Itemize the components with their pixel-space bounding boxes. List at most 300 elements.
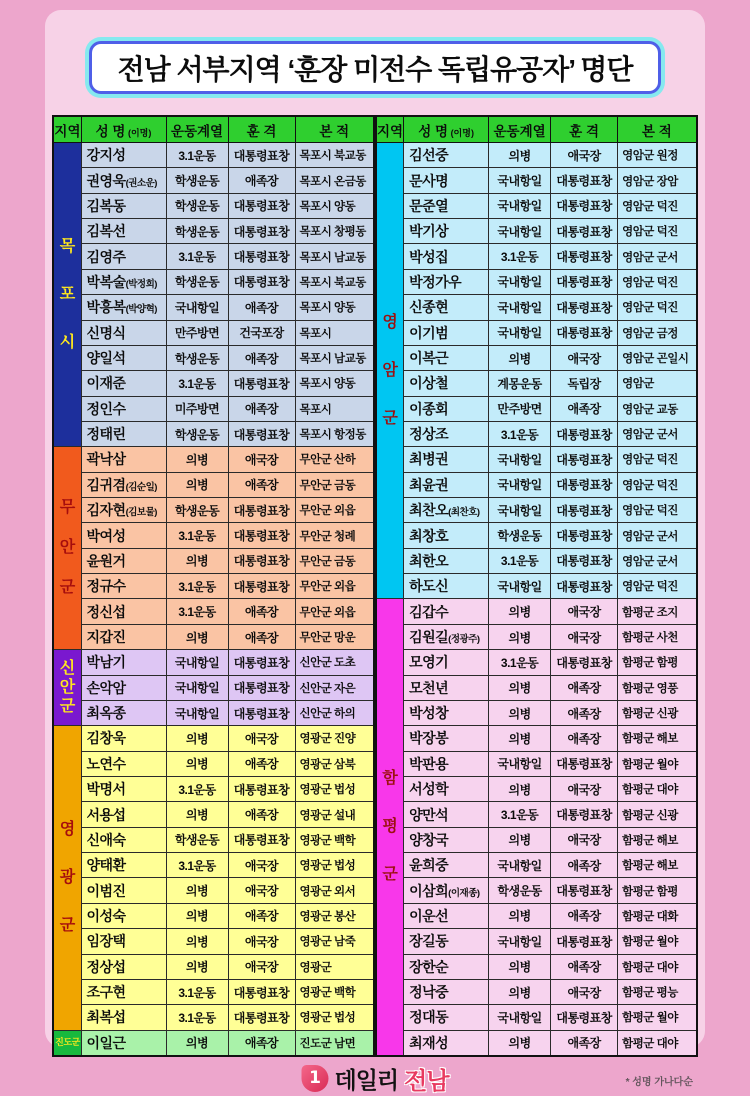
movement-cell: 3.1운동: [489, 421, 551, 446]
grade-cell: 대통령표창: [551, 244, 618, 269]
name-cell: 문사명: [404, 168, 489, 193]
movement-cell: 국내항일: [166, 675, 228, 700]
name-cell: 정규수: [81, 574, 166, 599]
table-row: [53, 700, 374, 725]
grade-cell: 대통령표창: [228, 269, 295, 294]
name-cell: 임장택: [81, 929, 166, 954]
grade-cell: 대통령표창: [551, 751, 618, 776]
table-row: [376, 1005, 697, 1030]
grade-cell: 대통령표창: [551, 878, 618, 903]
movement-cell: 3.1운동: [166, 979, 228, 1004]
table-row: [53, 954, 374, 979]
grade-cell: 애족장: [228, 802, 295, 827]
table-row: [376, 776, 697, 801]
movement-cell: 3.1운동: [166, 776, 228, 801]
table-row: [376, 396, 697, 421]
movement-cell: 의병: [489, 827, 551, 852]
table-row: [53, 853, 374, 878]
name-cell: 최찬오(최찬호): [404, 498, 489, 523]
movement-cell: 의병: [166, 1030, 228, 1056]
name-cell: 이성숙: [81, 903, 166, 928]
grade-cell: 애족장: [228, 345, 295, 370]
table-row: [53, 548, 374, 573]
movement-cell: 3.1운동: [166, 1005, 228, 1030]
grade-cell: 대통령표창: [228, 827, 295, 852]
origin-cell: 함평군 해보: [618, 853, 697, 878]
table-row: [53, 345, 374, 370]
grade-cell: 대통령표창: [551, 295, 618, 320]
table-row: [53, 295, 374, 320]
grade-cell: 대통령표창: [551, 320, 618, 345]
table-row: [376, 295, 697, 320]
movement-cell: 의병: [489, 675, 551, 700]
grade-cell: 애국장: [228, 853, 295, 878]
origin-cell: 영광군 백학: [295, 827, 374, 852]
grade-cell: 대통령표창: [228, 1005, 295, 1030]
movement-cell: 의병: [166, 624, 228, 649]
table-row: [376, 498, 697, 523]
origin-cell: 무안군 외읍: [295, 599, 374, 624]
grade-cell: 애족장: [228, 624, 295, 649]
origin-cell: 함평군 월야: [618, 929, 697, 954]
table-row: [376, 726, 697, 751]
name-cell: 윤희중: [404, 853, 489, 878]
table-row: [376, 219, 697, 244]
column-header-name: 성 명 (이명): [404, 116, 489, 143]
origin-cell: 함평군 대화: [618, 903, 697, 928]
grade-cell: 애국장: [228, 954, 295, 979]
name-cell: 문준열: [404, 193, 489, 218]
grade-cell: 대통령표창: [551, 269, 618, 294]
name-cell: 정인수: [81, 396, 166, 421]
origin-cell: 영암군 곤일시: [618, 345, 697, 370]
table-row: [53, 320, 374, 345]
origin-cell: 무안군 청례: [295, 523, 374, 548]
grade-cell: 대통령표창: [228, 548, 295, 573]
movement-cell: 의병: [489, 345, 551, 370]
origin-cell: 영암군 군서: [618, 421, 697, 446]
name-cell: 이재준: [81, 371, 166, 396]
grade-cell: 애국장: [551, 624, 618, 649]
table-row: [53, 929, 374, 954]
grade-cell: 독립장: [551, 371, 618, 396]
movement-cell: 국내항일: [166, 650, 228, 675]
region-cell-muan: 무 안 군: [53, 447, 81, 650]
movement-cell: 미주방면: [166, 396, 228, 421]
grade-cell: 대통령표창: [228, 244, 295, 269]
name-cell: 하도신: [404, 574, 489, 599]
grade-cell: 애족장: [551, 903, 618, 928]
movement-cell: 국내항일: [489, 168, 551, 193]
column-header-region: 지역: [53, 116, 81, 143]
origin-cell: 목포시 양동: [295, 193, 374, 218]
movement-cell: 의병: [489, 624, 551, 649]
name-cell: 최한오: [404, 548, 489, 573]
origin-cell: 영암군 덕진: [618, 447, 697, 472]
grade-cell: 대통령표창: [228, 776, 295, 801]
name-cell: 이상철: [404, 371, 489, 396]
name-cell: 박장봉: [404, 726, 489, 751]
table-row: [53, 396, 374, 421]
origin-cell: 목포시 북교동: [295, 269, 374, 294]
column-header-name: 성 명 (이명): [81, 116, 166, 143]
name-cell: 최재성: [404, 1030, 489, 1056]
movement-cell: 학생운동: [489, 523, 551, 548]
origin-cell: 함평군 신광: [618, 700, 697, 725]
table-row: [53, 802, 374, 827]
origin-cell: 함평군 대야: [618, 954, 697, 979]
movement-cell: 학생운동: [166, 219, 228, 244]
daily-jeonnam-logo-icon: 1: [301, 1065, 328, 1092]
name-cell: 모영기: [404, 650, 489, 675]
name-cell: 서용섭: [81, 802, 166, 827]
movement-cell: 학생운동: [166, 269, 228, 294]
grade-cell: 애족장: [228, 396, 295, 421]
grade-cell: 애국장: [551, 776, 618, 801]
movement-cell: 의병: [166, 954, 228, 979]
movement-cell: 계몽운동: [489, 371, 551, 396]
table-row: [376, 650, 697, 675]
grade-cell: 대통령표창: [551, 168, 618, 193]
table-row: [376, 371, 697, 396]
table-row: [376, 751, 697, 776]
table-row: [53, 675, 374, 700]
movement-cell: 의병: [166, 472, 228, 497]
origin-cell: 영암군 덕진: [618, 498, 697, 523]
name-cell: 정신섭: [81, 599, 166, 624]
table-row: [53, 472, 374, 497]
grade-cell: 대통령표창: [228, 979, 295, 1004]
grade-cell: 애족장: [228, 295, 295, 320]
table-row: [53, 371, 374, 396]
movement-cell: 학생운동: [166, 168, 228, 193]
grade-cell: 대통령표창: [228, 219, 295, 244]
name-cell: 양태환: [81, 853, 166, 878]
origin-cell: 영암군 군서: [618, 244, 697, 269]
origin-cell: 영광군 법성: [295, 776, 374, 801]
name-cell: 정상조: [404, 421, 489, 446]
origin-cell: 영암군 덕진: [618, 295, 697, 320]
table-row: [53, 827, 374, 852]
movement-cell: 3.1운동: [166, 574, 228, 599]
name-cell: 조구현: [81, 979, 166, 1004]
name-cell: 박남기: [81, 650, 166, 675]
name-cell: 이일근: [81, 1030, 166, 1056]
origin-cell: 함평군 해보: [618, 726, 697, 751]
movement-cell: 의병: [489, 903, 551, 928]
origin-cell: 영암군: [618, 371, 697, 396]
origin-cell: 무안군 금동: [295, 472, 374, 497]
table-row: [53, 193, 374, 218]
grade-cell: 애족장: [551, 726, 618, 751]
grade-cell: 애족장: [551, 675, 618, 700]
name-cell: 서성학: [404, 776, 489, 801]
movement-cell: 3.1운동: [166, 523, 228, 548]
grade-cell: 대통령표창: [228, 574, 295, 599]
title-box: [89, 41, 661, 94]
table-row: [376, 447, 697, 472]
origin-cell: 함평군 월야: [618, 751, 697, 776]
name-cell: 지갑진: [81, 624, 166, 649]
movement-cell: 3.1운동: [489, 548, 551, 573]
column-header-movement: 운동계열: [166, 116, 228, 143]
grade-cell: 대통령표창: [551, 1005, 618, 1030]
origin-cell: 영광군 백학: [295, 979, 374, 1004]
origin-cell: 영암군 덕진: [618, 574, 697, 599]
table-row: [53, 168, 374, 193]
column-header-region: 지역: [376, 116, 404, 143]
name-cell: 김원길(정광주): [404, 624, 489, 649]
movement-cell: 국내항일: [489, 1005, 551, 1030]
right-table: [375, 115, 698, 1057]
origin-cell: 목포시 창평동: [295, 219, 374, 244]
grade-cell: 대통령표창: [551, 523, 618, 548]
movement-cell: 의병: [489, 726, 551, 751]
grade-cell: 애국장: [551, 827, 618, 852]
movement-cell: 국내항일: [166, 700, 228, 725]
name-cell: 김창욱: [81, 726, 166, 751]
origin-cell: 함평군 영풍: [618, 675, 697, 700]
movement-cell: 의병: [489, 954, 551, 979]
grade-cell: 대통령표창: [551, 219, 618, 244]
region-cell-hampyeong: 함 평 군: [376, 599, 404, 1056]
name-cell: 양일석: [81, 345, 166, 370]
region-cell-mokpo: 목 포 시: [53, 143, 81, 447]
name-cell: 양창국: [404, 827, 489, 852]
daily-jeonnam-logo: [301, 1061, 448, 1096]
name-cell: 김복동: [81, 193, 166, 218]
name-cell: 박명서: [81, 776, 166, 801]
column-header-grade: 훈 격: [551, 116, 618, 143]
name-cell: 정대동: [404, 1005, 489, 1030]
movement-cell: 학생운동: [166, 345, 228, 370]
grade-cell: 대통령표창: [228, 143, 295, 168]
movement-cell: 국내항일: [489, 320, 551, 345]
movement-cell: 3.1운동: [166, 143, 228, 168]
grade-cell: 대통령표창: [551, 447, 618, 472]
origin-cell: 함평군 조지: [618, 599, 697, 624]
table-row: [376, 548, 697, 573]
movement-cell: 3.1운동: [166, 599, 228, 624]
origin-cell: 함평군 사천: [618, 624, 697, 649]
origin-cell: 신안군 도초: [295, 650, 374, 675]
grade-cell: 애족장: [228, 751, 295, 776]
origin-cell: 함평군 평능: [618, 979, 697, 1004]
name-cell: 장한순: [404, 954, 489, 979]
origin-cell: 진도군 남면: [295, 1030, 374, 1056]
name-cell: 최병권: [404, 447, 489, 472]
table-row: [53, 650, 374, 675]
origin-cell: 영암군 군서: [618, 548, 697, 573]
name-cell: 이운선: [404, 903, 489, 928]
name-cell: 최윤권: [404, 472, 489, 497]
movement-cell: 의병: [166, 802, 228, 827]
origin-cell: 목포시 북교동: [295, 143, 374, 168]
origin-cell: 영광군 봉산: [295, 903, 374, 928]
poster-panel: [45, 10, 705, 1095]
grade-cell: 건국포장: [228, 320, 295, 345]
table-row: [53, 244, 374, 269]
name-cell: 정태린: [81, 421, 166, 446]
table-row: [53, 143, 374, 168]
origin-cell: 영광군: [295, 954, 374, 979]
table-row: [376, 421, 697, 446]
movement-cell: 국내항일: [489, 574, 551, 599]
name-cell: 강지성: [81, 143, 166, 168]
name-cell: 박성창: [404, 700, 489, 725]
grade-cell: 애국장: [228, 878, 295, 903]
table-row: [376, 599, 697, 624]
name-cell: 이종회: [404, 396, 489, 421]
name-cell: 신애숙: [81, 827, 166, 852]
table-row: [53, 447, 374, 472]
movement-cell: 국내항일: [489, 853, 551, 878]
name-cell: 박기상: [404, 219, 489, 244]
movement-cell: 학생운동: [166, 421, 228, 446]
table-row: [376, 903, 697, 928]
grade-cell: 애족장: [228, 1030, 295, 1056]
table-row: [376, 523, 697, 548]
sort-note: * 성명 가나다순: [625, 1076, 693, 1088]
grade-cell: 대통령표창: [228, 700, 295, 725]
grade-cell: 애국장: [551, 979, 618, 1004]
table-row: [376, 700, 697, 725]
movement-cell: 의병: [166, 548, 228, 573]
table-row: [53, 878, 374, 903]
origin-cell: 영광군 남죽: [295, 929, 374, 954]
origin-cell: 함평군 월야: [618, 1005, 697, 1030]
origin-cell: 영암군 덕진: [618, 472, 697, 497]
grade-cell: 애족장: [551, 396, 618, 421]
table-row: [376, 1030, 697, 1056]
origin-cell: 무안군 외읍: [295, 498, 374, 523]
grade-cell: 애국장: [228, 726, 295, 751]
origin-cell: 목포시 항정동: [295, 421, 374, 446]
name-cell: 정상섭: [81, 954, 166, 979]
movement-cell: 의병: [489, 979, 551, 1004]
name-cell: 박여성: [81, 523, 166, 548]
origin-cell: 무안군 망운: [295, 624, 374, 649]
grade-cell: 대통령표창: [228, 498, 295, 523]
grade-cell: 대통령표창: [551, 650, 618, 675]
grade-cell: 대통령표창: [551, 548, 618, 573]
region-cell-yeongam: 영 암 군: [376, 143, 404, 599]
origin-cell: 신안군 하의: [295, 700, 374, 725]
movement-cell: 학생운동: [166, 498, 228, 523]
table-row: [53, 599, 374, 624]
movement-cell: 의병: [489, 599, 551, 624]
movement-cell: 국내항일: [489, 447, 551, 472]
name-cell: 김영주: [81, 244, 166, 269]
grade-cell: 애족장: [551, 954, 618, 979]
table-row: [376, 954, 697, 979]
name-cell: 김복선: [81, 219, 166, 244]
origin-cell: 영암군 원정: [618, 143, 697, 168]
table-row: [376, 320, 697, 345]
movement-cell: 3.1운동: [166, 244, 228, 269]
table-row: [376, 979, 697, 1004]
origin-cell: 영암군 교동: [618, 396, 697, 421]
table-row: [53, 751, 374, 776]
name-cell: 이복근: [404, 345, 489, 370]
table-row: [53, 979, 374, 1004]
origin-cell: 함평군 함평: [618, 878, 697, 903]
origin-cell: 목포시 양동: [295, 295, 374, 320]
grade-cell: 애국장: [228, 929, 295, 954]
origin-cell: 영암군 덕진: [618, 193, 697, 218]
table-row: [376, 878, 697, 903]
table-row: [53, 624, 374, 649]
movement-cell: 국내항일: [489, 219, 551, 244]
grade-cell: 애족장: [228, 168, 295, 193]
origin-cell: 신안군 자은: [295, 675, 374, 700]
name-cell: 권영욱(권소운): [81, 168, 166, 193]
grade-cell: 대통령표창: [228, 371, 295, 396]
name-cell: 박정가우: [404, 269, 489, 294]
region-cell-yeonggwang: 영 광 군: [53, 726, 81, 1030]
table-row: [376, 244, 697, 269]
table-row: [376, 624, 697, 649]
column-header-origin: 본 적: [618, 116, 697, 143]
table-row: [376, 143, 697, 168]
name-cell: 신명식: [81, 320, 166, 345]
origin-cell: 영광군 설내: [295, 802, 374, 827]
header-row: [376, 116, 697, 143]
table-row: [53, 523, 374, 548]
origin-cell: 목포시: [295, 396, 374, 421]
table-row: [376, 853, 697, 878]
name-cell: 곽낙삼: [81, 447, 166, 472]
grade-cell: 대통령표창: [228, 193, 295, 218]
movement-cell: 국내항일: [166, 295, 228, 320]
left-table: [52, 115, 375, 1057]
logo-text-daily: 데일리: [334, 1066, 399, 1093]
table-row: [376, 802, 697, 827]
name-cell: 박성집: [404, 244, 489, 269]
table-row: [53, 1005, 374, 1030]
origin-cell: 영암군 장암: [618, 168, 697, 193]
movement-cell: 국내항일: [489, 472, 551, 497]
table-row: [376, 345, 697, 370]
name-cell: 모천년: [404, 675, 489, 700]
table-row: [53, 903, 374, 928]
grade-cell: 대통령표창: [551, 929, 618, 954]
movement-cell: 만주방면: [166, 320, 228, 345]
name-cell: 손악암: [81, 675, 166, 700]
grade-cell: 대통령표창: [551, 802, 618, 827]
table-row: [376, 472, 697, 497]
grade-cell: 애국장: [228, 447, 295, 472]
column-header-movement: 운동계열: [489, 116, 551, 143]
table-row: [376, 193, 697, 218]
origin-cell: 함평군 대야: [618, 776, 697, 801]
grade-cell: 대통령표창: [551, 472, 618, 497]
name-cell: 양만석: [404, 802, 489, 827]
grade-cell: 대통령표창: [228, 650, 295, 675]
movement-cell: 의병: [489, 143, 551, 168]
origin-cell: 목포시 온금동: [295, 168, 374, 193]
name-cell: 박복술(박정희): [81, 269, 166, 294]
origin-cell: 영광군 법성: [295, 1005, 374, 1030]
name-cell: 윤원거: [81, 548, 166, 573]
name-cell: 신종현: [404, 295, 489, 320]
name-cell: 장길동: [404, 929, 489, 954]
origin-cell: 무안군 산하: [295, 447, 374, 472]
origin-cell: 영암군 금정: [618, 320, 697, 345]
grade-cell: 애족장: [551, 853, 618, 878]
grade-cell: 애족장: [551, 1030, 618, 1056]
origin-cell: 함평군 해보: [618, 827, 697, 852]
